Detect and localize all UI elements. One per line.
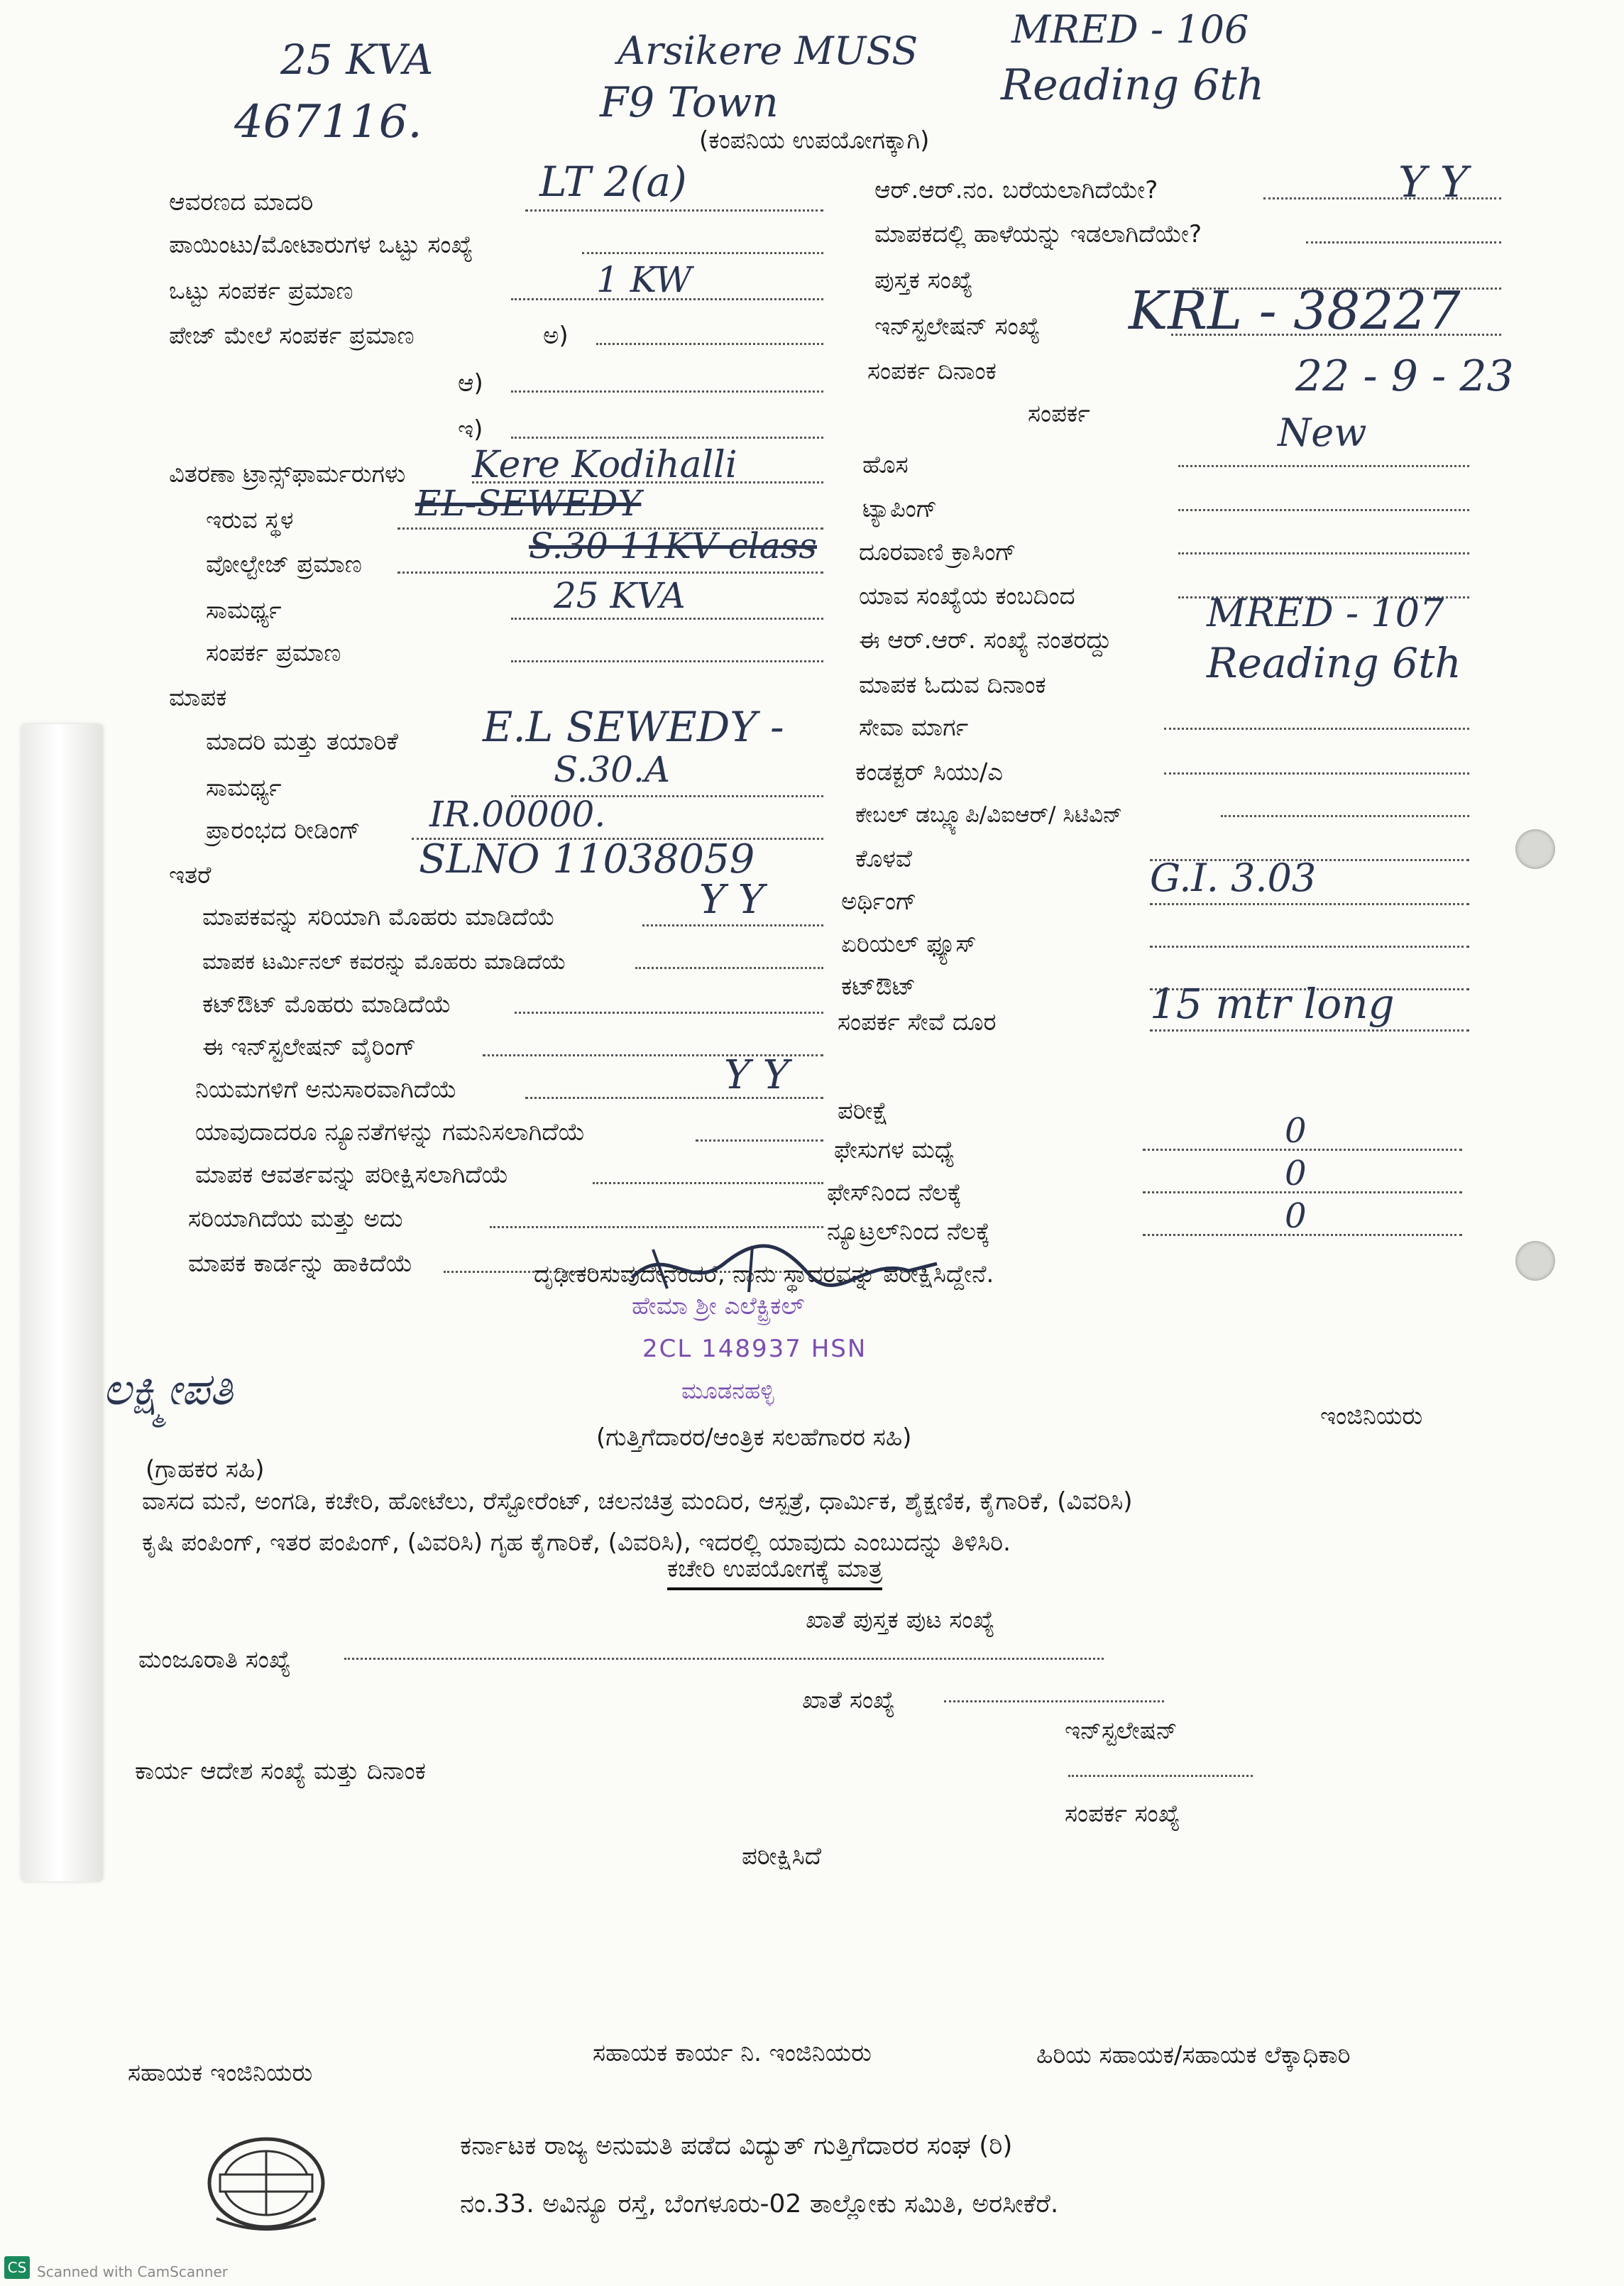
label-capacity: ಸಾಮರ್ಥ್ಯ [206, 596, 282, 625]
label-initial-reading: ಪ್ರಾರಂಭದ ರೀಡಿಂಗ್ [206, 816, 361, 845]
label-meter: ಮಾಪಕ [169, 684, 227, 712]
label-new: ಹೊಸ [862, 451, 909, 479]
label-connection-date: ಸಂಪರ್ಕ ದಿನಾಂಕ [867, 357, 997, 385]
purpose-line-2: ಕೃಷಿ ಪಂಪಿಂಗ್, ಇತರ ಪಂಪಿಂಗ್, (ವಿವರಿಸಿ) ಗೃಹ ಕೈಗಾರಿಕೆ, (ವಿವರಿಸಿ), ಇದರಲ್ಲಿ ಯಾವುದು ಎಂಬುದನ್ನು ತಿಳಿಸಿರಿ. [142, 1528, 1011, 1557]
hw-contract-rating: 1 KW [596, 259, 692, 300]
label-cutout: ಕಟ್‌ಔಟ್ [841, 973, 916, 1001]
label-neutral-to-earth: ನ್ಯೂಟ್ರಲ್‌ನಿಂದ ನೆಲಕ್ಕೆ [827, 1218, 990, 1246]
label-test: ಪರೀಕ್ಷೆ [838, 1097, 889, 1125]
label-cutout-sealed: ಕಟ್‌ಔಟ್ ಮೊಹರು ಮಾಡಿದೆಯೆ [202, 990, 451, 1019]
company-use-heading: (ಕಂಪನಿಯ ಉಪಯೋಗಕ್ಕಾಗಿ) [699, 126, 930, 155]
punch-hole [1515, 829, 1555, 869]
hw-transformer: Kere Kodihalli [472, 444, 737, 486]
hw-reading-day: Reading 6th [1207, 639, 1461, 687]
label-phase-to-earth: ಫೇಸ್‌ನಿಂದ ನೆಲಕ್ಕೆ [827, 1178, 962, 1207]
hw-top-center-1: Arsikere MUSS [618, 28, 918, 73]
hw-meter-make: E.L SEWEDY - [483, 703, 784, 751]
hw-top-right-1: MRED - 106 [1011, 7, 1249, 52]
label-points-count: ಪಾಯಿಂಟು/ಮೋಟಾರುಗಳ ಒಟ್ಟು ಸಂಖ್ಯೆ [169, 231, 473, 259]
customer-signature-label: (ಗ್ರಾಹಕರ ಸಹಿ) [146, 1455, 265, 1484]
label-connected-load: ಸಂಪರ್ಕ ಪ್ರಮಾಣ [206, 639, 341, 667]
hw-yes-1: Y Y [1398, 158, 1469, 207]
hw-top-left-1: 25 KVA [280, 35, 434, 84]
hw-distance: 15 mtr long [1150, 980, 1395, 1028]
label-book-no: ಪುಸ್ತಕ ಸಂಖ್ಯೆ [874, 266, 973, 295]
checked-label: ಪರೀಕ್ಷಿಸಿದೆ [742, 1842, 822, 1871]
aee-label: ಸಹಾಯಕ ಕಾರ್ಯ ನಿ. ಇಂಜಿನಿಯರು [593, 2039, 872, 2067]
camscanner-logo-icon: CS [4, 2256, 30, 2279]
hw-meter-capacity: S.30.A [554, 749, 670, 790]
hw-phase-1: 0 [1285, 1111, 1307, 1151]
hw-service-type: LT 2(a) [539, 158, 687, 206]
certification-text: ದೃಢೀಕರಿಸುವುದೇನೆಂದರೆ, ನಾನು ಸ್ಥಾವರವನ್ನು ಪರೀಕ್ಷಿಸಿದ್ದೇನೆ. [534, 1260, 994, 1289]
label-meter-card: ಮಾಪಕ ಕಾರ್ಡನ್ನು ಹಾಕಿದೆಯೆ [188, 1249, 413, 1278]
footer-organization: ಕರ್ನಾಟಕ ರಾಜ್ಯ ಅನುಮತಿ ಪಡೆದ ವಿದ್ಯುತ್ ಗುತ್ತಿಗೆದಾರರ ಸಂಘ (ರಿ) [460, 2131, 1013, 2160]
label-earthing: ಅರ್ಥಿಂಗ್ [841, 887, 917, 916]
label-total-load: ಒಟ್ಟು ಸಂಪರ್ಕ ಪ್ರಮಾಣ [169, 277, 353, 305]
hw-other: SLNO 11038059 [419, 836, 755, 882]
contractor-signature-label: (ಗುತ್ತಿಗೆದಾರರ/ಆಂತ್ರಿಕ ಸಲಹೆಗಾರರ ಸಹಿ) [596, 1423, 912, 1452]
hw-top-center-2: F9 Town [600, 78, 779, 126]
label-meter-sealed: ಮಾಪಕವನ್ನು ಸರಿಯಾಗಿ ಮೊಹರು ಮಾಡಿದೆಯೆ [202, 903, 556, 931]
hw-initial-reading: IR.00000. [429, 794, 606, 835]
label-between-phases: ಫೇಸುಗಳ ಮಧ್ಯೆ [834, 1136, 955, 1164]
scanner-watermark: Scanned with CamScanner [37, 2263, 228, 2280]
label-transformers: ವಿತರಣಾ ಟ್ರಾನ್ಸ್‌ಫಾರ್ಮರುಗಳು [169, 460, 406, 488]
label-meter-capacity: ಸಾಮರ್ಥ್ಯ [206, 774, 282, 802]
label-cable: ಕೇಬಲ್ ಡಬ್ಲ್ಯೂಪಿ/ವಿಐಆರ್/ ಸಿಟಿವಿನ್ [855, 802, 1123, 828]
account-no-label: ಖಾತೆ ಸಂಖ್ಯೆ [802, 1686, 895, 1714]
hw-top-right-2: Reading 6th [1001, 60, 1265, 110]
hw-phase-2: 0 [1285, 1154, 1307, 1193]
accounts-officer-label: ಹಿರಿಯ ಸಹಾಯಕ/ಸಹಾಯಕ ಲೆಕ್ಕಾಧಿಕಾರಿ [1036, 2041, 1351, 2069]
binder-strip [21, 724, 103, 1881]
label-location: ಇರುವ ಸ್ಥಳ [206, 506, 294, 535]
label-service-line: ಸೇವಾ ಮಾರ್ಗ [859, 713, 969, 742]
hw-rr-after: MRED - 107 [1207, 591, 1444, 635]
label-voltage: ವೋಲ್ಟೇಜ್ ಪ್ರಮಾಣ [206, 550, 362, 579]
label-telephone-crossing: ದೂರವಾಣಿ ಕ್ರಾಸಿಂಗ್ [859, 538, 1016, 567]
work-order-label: ಕಾರ್ಯ ಆದೇಶ ಸಂಖ್ಯೆ ಮತ್ತು ದಿನಾಂಕ [135, 1757, 426, 1785]
hw-installation-no: KRL - 38227 [1129, 280, 1461, 341]
label-meter-rotation: ಮಾಪಕ ಆವರ್ತವನ್ನು ಪರೀಕ್ಷಿಸಲಾಗಿದೆಯೆ [195, 1161, 509, 1189]
label-rules-compliance: ನಿಯಮಗಳಿಗೆ ಅನುಸಾರವಾಗಿದೆಯೆ [195, 1076, 457, 1104]
hw-location: EL-SEWEDY [415, 483, 642, 524]
hw-phase-3: 0 [1285, 1196, 1307, 1236]
label-conductor: ಕಂಡಕ್ಟರ್ ಸಿಯು/ಎ [855, 758, 1004, 787]
label-terminal-sealed: ಮಾಪಕ ಟರ್ಮಿನಲ್ ಕವರನ್ನು ಮೊಹರು ಮಾಡಿದೆಯೆ [202, 949, 566, 975]
engineer-label: ಇಂಜಿನಿಯರು [1320, 1402, 1423, 1431]
footer-address: ನಂ.33. ಅವಿನ್ಯೂ ರಸ್ತೆ, ಬೆಂಗಳೂರು-02 ತಾಲ್ಲೋಕು ಸಮಿತಿ, ಅರಸೀಕೆರೆ. [460, 2189, 1059, 2219]
label-premises-type: ಆವರಣದ ಮಾದರಿ [169, 188, 314, 217]
association-emblem-icon [199, 2133, 334, 2240]
sanction-no-label: ಮಂಜೂರಾತಿ ಸಂಖ್ಯೆ [138, 1646, 291, 1674]
hw-earthing: G.I. 3.03 [1150, 855, 1317, 900]
label-meter-make: ಮಾದರಿ ಮತ್ತು ತಯಾರಿಕೆ [206, 728, 398, 756]
hw-customer-signature: ಲಕ್ಷ್ಮೀಪತಿ [103, 1363, 234, 1415]
label-wiring: ಈ ಇನ್‌ಸ್ಟಲೇಷನ್ ವೈರಿಂಗ್ [202, 1033, 417, 1061]
label-correct: ಸರಿಯಾಗಿದೆಯ ಮತ್ತು ಅದು [188, 1205, 403, 1233]
hw-connection-date: 22 - 9 - 23 [1295, 351, 1514, 401]
stamp-line-1: ಹೇಮಾ ಶ್ರೀ ಎಲೆಕ್ಟ್ರಿಕಲ್ [632, 1292, 805, 1320]
hw-voltage: S.30 11KV class [529, 525, 817, 567]
label-phase-load: ಪೇಜ್ ಮೇಲೆ ಸಂಪರ್ಕ ಪ್ರಮಾಣ [169, 322, 415, 350]
label-phase-c: ಇ) [458, 415, 483, 444]
label-reading-date: ಮಾಪಕ ಓದುವ ದಿನಾಂಕ [859, 671, 1046, 699]
stamp-line-3: ಮೂಡನಹಳ್ಳಿ [681, 1377, 774, 1404]
label-conduit: ಕೊಳವೆ [855, 845, 913, 873]
assistant-engineer-label: ಸಹಾಯಕ ಇಂಜಿನಿಯರು [128, 2059, 313, 2087]
hw-capacity: 25 KVA [554, 575, 686, 616]
label-tapping: ಟ್ಯಾಪಿಂಗ್ [862, 495, 938, 523]
stamp-line-2: 2CL 148937 HSN [642, 1335, 867, 1363]
label-pole-no: ಯಾವ ಸಂಖ್ಯೆಯ ಕಂಬದಿಂದ [859, 582, 1075, 611]
label-defects: ಯಾವುದಾದರೂ ನ್ಯೂನತೆಗಳನ್ನು ಗಮನಿಸಲಾಗಿದೆಯೆ [195, 1118, 586, 1147]
hw-rules-yes: Y Y [724, 1052, 789, 1098]
contractor-signature [625, 1235, 951, 1299]
label-aerial-fuse: ಏರಿಯಲ್ ಫ್ಯೂಸ್ [841, 930, 977, 958]
label-installation-no: ಇನ್‌ಸ್ಟಲೇಷನ್ ಸಂಖ್ಯೆ [874, 312, 1041, 341]
label-phase-a: ಅ) [543, 322, 569, 350]
purpose-line-1: ವಾಸದ ಮನೆ, ಅಂಗಡಿ, ಕಚೇರಿ, ಹೋಟೆಲು, ರೆಸ್ಟೋರೆಂಟ್, ಚಲನಚಿತ್ರ ಮಂದಿರ, ಆಸ್ಪತ್ರೆ, ಧಾರ್ಮಿಕ, ಶೈಕ್ಷಣಿಕ, ಕೈಗಾರಿಕೆ, (ವಿವರಿಸಿ) [142, 1487, 1133, 1516]
hw-sealed: Y Y [699, 877, 764, 923]
connection-no-label: ಸಂಪರ್ಕ ಸಂಖ್ಯೆ [1065, 1800, 1180, 1828]
label-connection: ಸಂಪರ್ಕ [1028, 400, 1090, 428]
hw-new: New [1278, 410, 1367, 455]
punch-hole [1515, 1241, 1555, 1281]
label-sheet-kept: ಮಾಪಕದಲ್ಲಿ ಹಾಳೆಯನ್ನು ಇಡಲಾಗಿದೆಯೇ? [874, 220, 1202, 248]
hw-top-left-2: 467116. [234, 96, 422, 148]
installation-label: ಇನ್‌ಸ್ಟಲೇಷನ್ [1065, 1717, 1178, 1745]
office-use-title: ಕಚೇರಿ ಉಪಯೋಗಕ್ಕೆ ಮಾತ್ರ [667, 1555, 882, 1590]
ledger-page-label: ಖಾತೆ ಪುಸ್ತಕ ಪುಟ ಸಂಖ್ಯೆ [806, 1606, 995, 1634]
label-phase-b: ಆ) [458, 369, 483, 398]
label-other: ಇತರೆ [169, 861, 212, 890]
label-service-distance: ಸಂಪರ್ಕ ಸೇವೆ ದೂರ [838, 1008, 997, 1037]
label-rr-after: ಈ ಆರ್.ಆರ್. ಸಂಖ್ಯೆ ನಂತರದ್ದು [859, 626, 1112, 655]
label-rr-written: ಆರ್.ಆರ್.ನಂ. ಬರೆಯಲಾಗಿದೆಯೇ? [874, 176, 1158, 204]
